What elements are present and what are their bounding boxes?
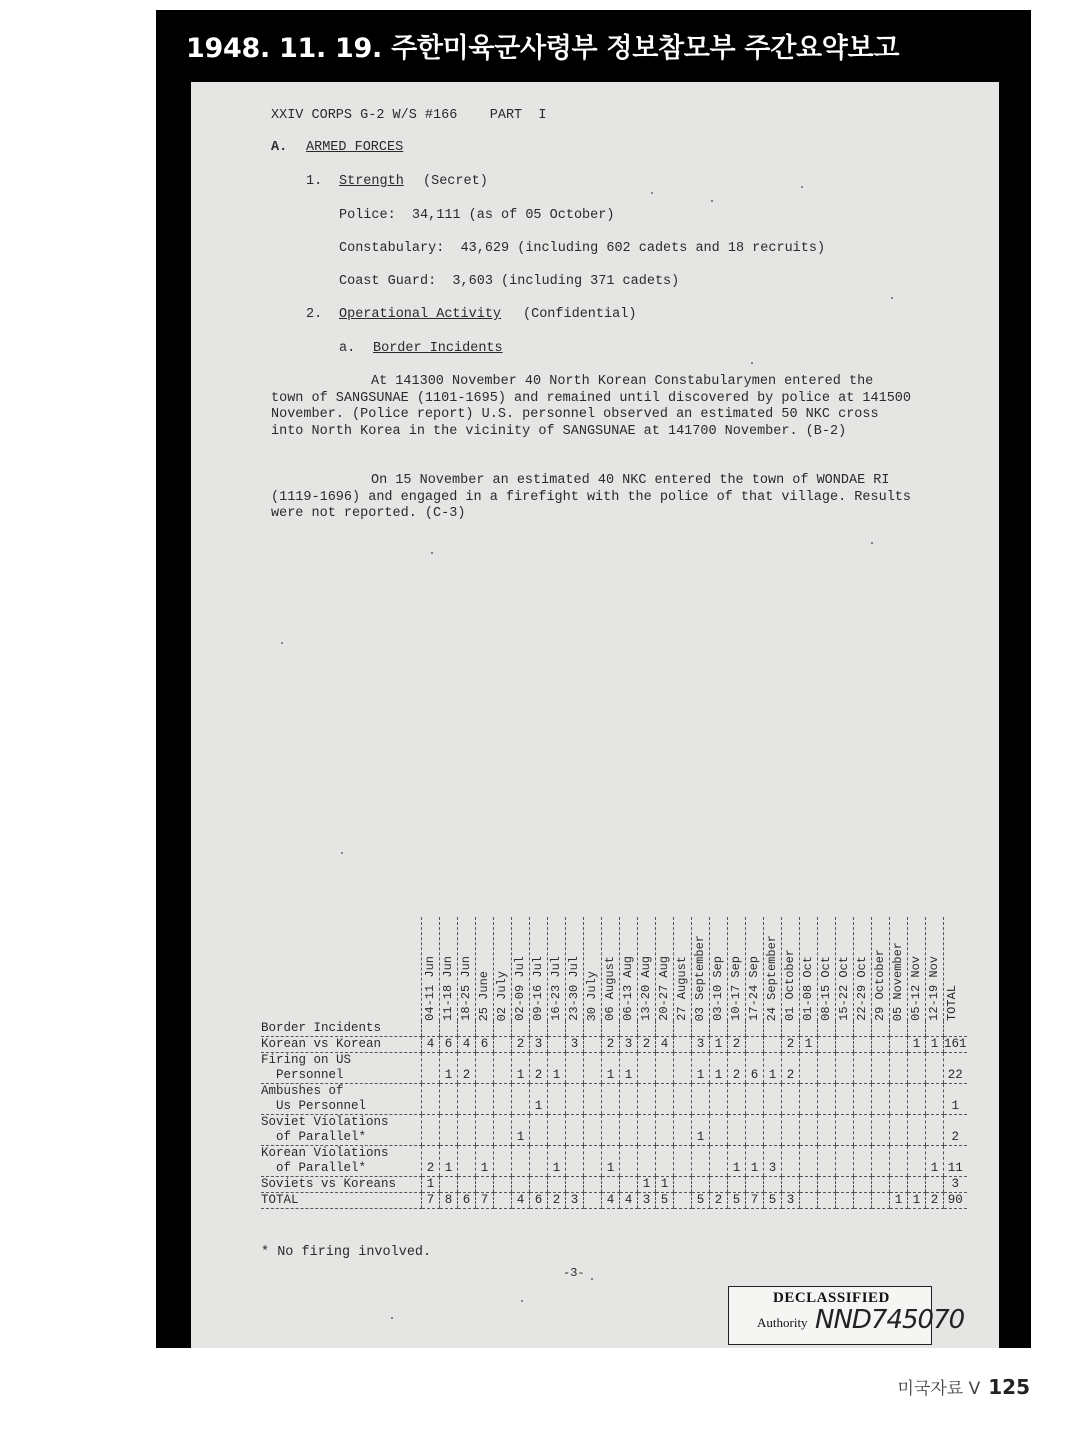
table-cell <box>638 1084 656 1115</box>
table-cell <box>818 1053 836 1084</box>
sub-a-title: Border Incidents <box>373 341 503 356</box>
column-header: 17-24 Sep <box>746 917 764 1021</box>
table-cell <box>530 1115 548 1146</box>
table-cell <box>620 1146 638 1177</box>
column-header: 23-30 Jul <box>566 917 584 1021</box>
table-cell: 5 <box>764 1193 782 1209</box>
column-header: 12-19 Nov <box>926 917 944 1021</box>
table-cell <box>494 1053 512 1084</box>
doc-heading: XXIV CORPS G-2 W/S #166 PART I <box>271 108 547 123</box>
table-cell: 1 <box>602 1146 620 1177</box>
table-cell <box>584 1084 602 1115</box>
table-cell: 3 <box>782 1193 800 1209</box>
table-cell: 2 <box>602 1037 620 1053</box>
table-cell: 6 <box>476 1037 494 1053</box>
page-number: -3- <box>563 1266 585 1280</box>
table-cell <box>782 1084 800 1115</box>
column-header: 03-10 Sep <box>710 917 728 1021</box>
item2-number: 2. <box>306 307 323 322</box>
table-cell <box>584 1115 602 1146</box>
sub-a-letter: a. <box>339 341 356 356</box>
table-cell <box>692 1146 710 1177</box>
table-cell: 2 <box>422 1146 440 1177</box>
table-cell: 4 <box>656 1037 674 1053</box>
column-header: 13-20 Aug <box>638 917 656 1021</box>
table-cell <box>584 1193 602 1209</box>
border-incidents-table <box>261 917 967 1209</box>
table-cell <box>746 1115 764 1146</box>
table-cell <box>818 1115 836 1146</box>
table-cell <box>800 1053 818 1084</box>
table-cell: 1 <box>710 1053 728 1084</box>
table-row <box>261 1084 967 1115</box>
row-label: Soviets vs Koreans <box>261 1177 422 1193</box>
table-cell: 1 <box>908 1193 926 1209</box>
table-cell <box>764 1115 782 1146</box>
table-cell <box>440 1084 458 1115</box>
table-cell: 4 <box>458 1037 476 1053</box>
table-cell <box>548 1115 566 1146</box>
table-cell <box>674 1177 692 1193</box>
table-cell: 3 <box>530 1037 548 1053</box>
table-cell: 1 <box>692 1115 710 1146</box>
table-cell: 6 <box>530 1193 548 1209</box>
table-cell <box>890 1053 908 1084</box>
table-cell: 1 <box>620 1053 638 1084</box>
table-cell <box>800 1193 818 1209</box>
column-header: 24 September <box>764 917 782 1021</box>
table-cell <box>926 1084 944 1115</box>
table-cell: 22 <box>944 1053 967 1084</box>
table-cell: 4 <box>602 1193 620 1209</box>
table-cell: 2 <box>944 1115 967 1146</box>
table-cell: 2 <box>530 1053 548 1084</box>
table-cell: 7 <box>422 1193 440 1209</box>
table-cell <box>890 1084 908 1115</box>
footer-series: 미국자료 Ⅴ <box>897 1379 981 1399</box>
item1-classification: (Secret) <box>423 174 488 189</box>
table-cell <box>476 1053 494 1084</box>
table-cell <box>908 1146 926 1177</box>
column-header: 06-13 Aug <box>620 917 638 1021</box>
table-cell: 3 <box>692 1037 710 1053</box>
table-cell <box>728 1115 746 1146</box>
table-cell <box>872 1115 890 1146</box>
table-cell <box>746 1037 764 1053</box>
table-cell: 2 <box>782 1037 800 1053</box>
table-cell <box>422 1084 440 1115</box>
table-cell <box>818 1193 836 1209</box>
table-cell <box>836 1193 854 1209</box>
page-title: 1948. 11. 19. 주한미육군사령부 정보참모부 주간요약보고 <box>186 33 900 64</box>
table-cell <box>836 1037 854 1053</box>
table-cell <box>422 1053 440 1084</box>
table-cell <box>818 1177 836 1193</box>
table-cell: 1 <box>422 1177 440 1193</box>
police-strength: Police: 34,111 (as of 05 October) <box>339 208 615 223</box>
table-cell <box>422 1115 440 1146</box>
column-header: 04-11 Jun <box>422 917 440 1021</box>
table-cell <box>872 1053 890 1084</box>
table-cell <box>494 1037 512 1053</box>
row-label: Korean Violations of Parallel* <box>261 1146 422 1177</box>
table-cell <box>584 1177 602 1193</box>
column-header: 02 July <box>494 917 512 1021</box>
table-cell: 2 <box>548 1193 566 1209</box>
table-cell: 2 <box>638 1037 656 1053</box>
column-header: 03 September <box>692 917 710 1021</box>
column-header: 29 October <box>872 917 890 1021</box>
table-cell <box>872 1146 890 1177</box>
column-header: 05-12 Nov <box>908 917 926 1021</box>
column-header: 27 August <box>674 917 692 1021</box>
table-cell: 2 <box>728 1053 746 1084</box>
table-cell <box>854 1193 872 1209</box>
column-header: 25 June <box>476 917 494 1021</box>
table-cell <box>728 1177 746 1193</box>
table-cell <box>818 1037 836 1053</box>
item1-title: Strength <box>339 174 404 189</box>
footnote: * No firing involved. <box>261 1245 432 1260</box>
table-cell: 1 <box>440 1146 458 1177</box>
table-cell: 6 <box>440 1037 458 1053</box>
table-cell <box>854 1084 872 1115</box>
table-cell <box>692 1084 710 1115</box>
table-cell <box>764 1177 782 1193</box>
table-row <box>261 1115 967 1146</box>
table-cell: 1 <box>800 1037 818 1053</box>
section-a-title: ARMED FORCES <box>306 140 404 155</box>
table-cell <box>548 1177 566 1193</box>
row-label: Ambushes of Us Personnel <box>261 1084 422 1115</box>
table-cell: 4 <box>422 1037 440 1053</box>
table-cell <box>908 1177 926 1193</box>
table-cell <box>566 1115 584 1146</box>
table-cell <box>926 1053 944 1084</box>
table-cell <box>566 1177 584 1193</box>
table-cell <box>494 1115 512 1146</box>
table-cell: 1 <box>530 1084 548 1115</box>
table-cell <box>890 1146 908 1177</box>
table-cell: 3 <box>566 1037 584 1053</box>
column-header: 15-22 Oct <box>836 917 854 1021</box>
table-cell <box>890 1115 908 1146</box>
table-cell <box>584 1037 602 1053</box>
column-header: 30 July <box>584 917 602 1021</box>
table-cell: 1 <box>548 1146 566 1177</box>
paragraph-sangsunae: At 141300 November 40 North Korean Constabularymen entered the town of SANGSUNAE (1101-1695) and remained until discovered by police at 141500 November. (Police report) U.S. personnel observed an estimated 50 NKC cross into North Korea in the vicinity of SANGSUNAE at 141700 November. (B-2) <box>271 374 912 439</box>
coast-guard-strength: Coast Guard: 3,603 (including 371 cadets) <box>339 274 680 289</box>
table-corner <box>261 917 422 1021</box>
table-cell <box>854 1115 872 1146</box>
page-frame <box>156 10 1031 1348</box>
table-cell: 3 <box>638 1193 656 1209</box>
table-cell <box>458 1177 476 1193</box>
table-cell: 2 <box>782 1053 800 1084</box>
table-cell: 5 <box>656 1193 674 1209</box>
table-cell: 1 <box>764 1053 782 1084</box>
table-cell <box>440 1115 458 1146</box>
table-cell <box>908 1053 926 1084</box>
column-header: 11-18 Jun <box>440 917 458 1021</box>
table-cell <box>458 1115 476 1146</box>
table-cell <box>818 1146 836 1177</box>
column-header: 01 October <box>782 917 800 1021</box>
table-cell <box>602 1177 620 1193</box>
table-cell <box>566 1084 584 1115</box>
table-cell <box>872 1177 890 1193</box>
table-cell <box>926 1177 944 1193</box>
table-cell <box>800 1177 818 1193</box>
table-cell <box>908 1115 926 1146</box>
column-header: 02-09 Jul <box>512 917 530 1021</box>
table-cell <box>602 1115 620 1146</box>
table-cell: 1 <box>908 1037 926 1053</box>
footer <box>898 1374 1030 1399</box>
row-label: Korean vs Korean <box>261 1037 422 1053</box>
item1-number: 1. <box>306 174 323 189</box>
table-cell <box>674 1146 692 1177</box>
table-cell: 1 <box>638 1177 656 1193</box>
table-cell <box>512 1084 530 1115</box>
section-a-number: A. <box>271 140 288 155</box>
table-cell: 1 <box>440 1053 458 1084</box>
table-cell <box>782 1177 800 1193</box>
declassified-stamp <box>728 1286 965 1345</box>
table-cell <box>710 1177 728 1193</box>
column-header: 08-15 Oct <box>818 917 836 1021</box>
table-cell <box>476 1115 494 1146</box>
table-cell <box>566 1146 584 1177</box>
column-header: 20-27 Aug <box>656 917 674 1021</box>
table-cell: 2 <box>728 1037 746 1053</box>
column-header: 05 November <box>890 917 908 1021</box>
table-cell <box>656 1053 674 1084</box>
table-cell <box>674 1037 692 1053</box>
table-cell: 4 <box>512 1193 530 1209</box>
table-cell: 1 <box>926 1146 944 1177</box>
table-cell: 1 <box>944 1084 967 1115</box>
table-cell: 7 <box>746 1193 764 1209</box>
table-cell <box>494 1193 512 1209</box>
item2-title: Operational Activity <box>339 307 502 322</box>
table-cell: 3 <box>764 1146 782 1177</box>
table-cell <box>494 1146 512 1177</box>
column-header: 01-08 Oct <box>800 917 818 1021</box>
table-cell <box>674 1053 692 1084</box>
table-cell <box>548 1037 566 1053</box>
column-header: TOTAL <box>944 917 967 1021</box>
table-cell <box>458 1084 476 1115</box>
table-cell: 161 <box>944 1037 967 1051</box>
table-cell <box>872 1084 890 1115</box>
table-cell <box>566 1053 584 1084</box>
table-cell <box>908 1084 926 1115</box>
table-cell <box>854 1146 872 1177</box>
table-cell <box>440 1177 458 1193</box>
table-row <box>261 1193 967 1209</box>
column-header: 10-17 Sep <box>728 917 746 1021</box>
table-cell <box>656 1115 674 1146</box>
item2-classification: (Confidential) <box>523 307 637 322</box>
table-row <box>261 1146 967 1177</box>
table-cell <box>530 1146 548 1177</box>
table-cell: 2 <box>512 1037 530 1053</box>
table-cell <box>512 1177 530 1193</box>
table-cell <box>800 1084 818 1115</box>
table-cell <box>836 1177 854 1193</box>
table-cell <box>746 1084 764 1115</box>
table-cell <box>494 1084 512 1115</box>
table-cell <box>674 1115 692 1146</box>
table-cell: 7 <box>476 1193 494 1209</box>
table-cell <box>836 1146 854 1177</box>
table-cell <box>692 1177 710 1193</box>
table-cell: 11 <box>944 1146 967 1177</box>
table-cell: 1 <box>890 1193 908 1209</box>
table-cell <box>620 1115 638 1146</box>
table-cell <box>530 1177 548 1193</box>
column-header: 16-23 Jul <box>548 917 566 1021</box>
table-cell <box>782 1115 800 1146</box>
table-cell <box>674 1193 692 1209</box>
table-cell: 1 <box>548 1053 566 1084</box>
table-cell <box>854 1177 872 1193</box>
table-cell <box>584 1053 602 1084</box>
table-cell <box>584 1146 602 1177</box>
row-label: Soviet Violations of Parallel* <box>261 1115 422 1146</box>
table-cell: 6 <box>746 1053 764 1084</box>
table-cell: 5 <box>728 1193 746 1209</box>
table-cell <box>674 1084 692 1115</box>
table-cell: 3 <box>620 1037 638 1053</box>
column-header: 06 August <box>602 917 620 1021</box>
table-row <box>261 1177 967 1193</box>
scanned-document <box>191 82 999 1348</box>
table-cell <box>854 1053 872 1084</box>
table-cell <box>872 1193 890 1209</box>
column-header: 22-29 Oct <box>854 917 872 1021</box>
table-row <box>261 1053 967 1084</box>
row-label: TOTAL <box>261 1193 422 1209</box>
table-cell: 2 <box>926 1193 944 1209</box>
table-cell <box>710 1084 728 1115</box>
table-cell <box>458 1146 476 1177</box>
table-cell <box>620 1177 638 1193</box>
table-cell: 6 <box>458 1193 476 1209</box>
stamp-authority-value: NND745070 <box>815 1305 965 1335</box>
table-cell <box>656 1146 674 1177</box>
table-cell <box>890 1037 908 1053</box>
table-cell: 5 <box>692 1193 710 1209</box>
table-cell <box>926 1115 944 1146</box>
table-cell <box>476 1084 494 1115</box>
paragraph-wondae-ri: On 15 November an estimated 40 NKC entered the town of WONDAE RI (1119-1696) and engaged in a firefight with the police of that village. Results were not reported. (C-3) <box>271 473 912 521</box>
table-cell <box>836 1115 854 1146</box>
table-cell <box>638 1053 656 1084</box>
table-corner-label: Border Incidents <box>261 1021 422 1037</box>
constabulary-strength: Constabulary: 43,629 (including 602 cadets and 18 recruits) <box>339 241 826 256</box>
table-cell: 8 <box>440 1193 458 1209</box>
table-cell <box>476 1177 494 1193</box>
column-header: 18-25 Jun <box>458 917 476 1021</box>
table-cell: 3 <box>944 1177 967 1193</box>
table-cell: 1 <box>602 1053 620 1084</box>
row-label: Firing on US Personnel <box>261 1053 422 1084</box>
table-cell <box>512 1146 530 1177</box>
table-cell: 90 <box>944 1193 967 1209</box>
table-cell <box>494 1177 512 1193</box>
table-cell: 1 <box>476 1146 494 1177</box>
table-cell: 1 <box>728 1146 746 1177</box>
table-cell: 1 <box>656 1177 674 1193</box>
table-cell <box>710 1115 728 1146</box>
stamp-authority-label: Authority <box>757 1315 808 1330</box>
stamp-declassified: DECLASSIFIED <box>773 1290 890 1306</box>
table-cell <box>764 1084 782 1115</box>
table-cell <box>890 1177 908 1193</box>
table-cell <box>836 1084 854 1115</box>
table-cell: 1 <box>692 1053 710 1084</box>
table-row <box>261 1037 967 1053</box>
table-cell <box>746 1177 764 1193</box>
table-cell <box>548 1084 566 1115</box>
table-cell: 1 <box>926 1037 944 1053</box>
table-cell <box>656 1084 674 1115</box>
table-cell <box>728 1084 746 1115</box>
footer-page-number: 125 <box>988 1375 1030 1399</box>
table-cell <box>782 1146 800 1177</box>
table-cell: 1 <box>710 1037 728 1053</box>
table-cell: 2 <box>458 1053 476 1084</box>
table-cell <box>602 1084 620 1115</box>
table-cell: 3 <box>566 1193 584 1209</box>
table-cell <box>620 1084 638 1115</box>
table-cell <box>836 1053 854 1084</box>
column-header: 09-16 Jul <box>530 917 548 1021</box>
table-cell <box>710 1146 728 1177</box>
table-cell: 1 <box>746 1146 764 1177</box>
table-cell <box>800 1146 818 1177</box>
table-cell <box>764 1037 782 1053</box>
table-cell: 4 <box>620 1193 638 1209</box>
table-cell <box>638 1115 656 1146</box>
table-cell <box>818 1084 836 1115</box>
table-cell: 1 <box>512 1115 530 1146</box>
table-cell <box>872 1037 890 1053</box>
table-cell <box>638 1146 656 1177</box>
table-cell: 1 <box>512 1053 530 1084</box>
table-cell <box>854 1037 872 1053</box>
table-cell <box>800 1115 818 1146</box>
table-cell: 2 <box>710 1193 728 1209</box>
